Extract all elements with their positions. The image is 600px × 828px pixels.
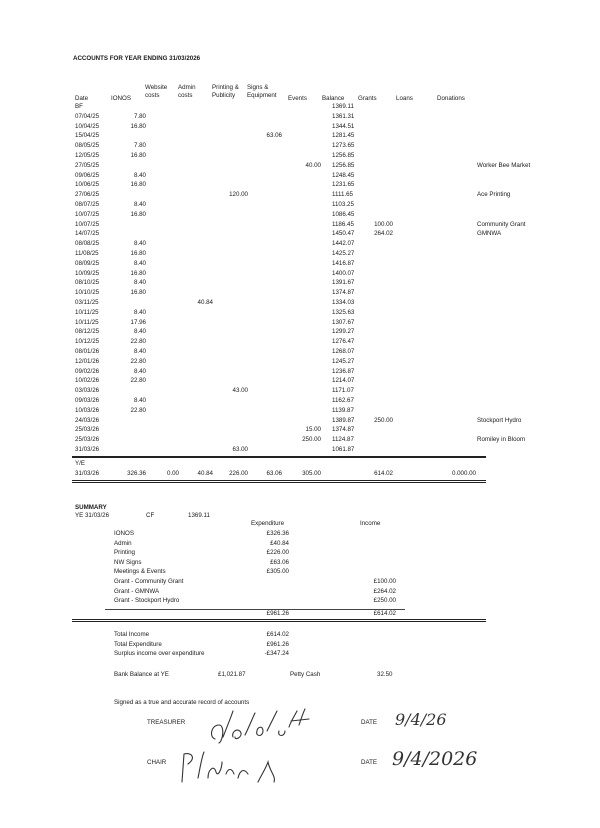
ledger-cell-date: 10/10/25 bbox=[75, 289, 100, 297]
ledger-cell-balance: 1374.87 bbox=[332, 426, 355, 434]
chair-label: CHAIR bbox=[147, 759, 167, 766]
summary-heading: SUMMARY bbox=[75, 504, 107, 511]
ledger-cell-ionos: 22.80 bbox=[130, 338, 146, 346]
ledger-cell-ionos: 16.80 bbox=[130, 181, 146, 189]
ledger-cell-date: 08/01/26 bbox=[75, 348, 100, 355]
ledger-cell-balance: 1124.87 bbox=[332, 436, 354, 444]
summary-double-line-1 bbox=[72, 619, 486, 620]
ledger-cell-ionos: 16.80 bbox=[130, 210, 146, 218]
col-header-admin: Admin costs bbox=[178, 84, 196, 99]
summary-item-label: Meetings & Events bbox=[114, 568, 166, 576]
ledger-cell-ionos: 16.80 bbox=[130, 250, 146, 257]
ledger-cell-date: 10/11/25 bbox=[75, 318, 99, 326]
summary-item-label: Grant - Stockport Hydro bbox=[114, 597, 180, 605]
ledger-cell-balance: 1245.27 bbox=[332, 357, 355, 365]
ledger-cell-balance: 1111.65 bbox=[332, 191, 353, 199]
signoff-statement: Signed as a true and accurate record of accounts bbox=[114, 699, 250, 706]
ledger-cell-date: 10/04/25 bbox=[75, 122, 100, 130]
ledger-cell-date: 24/03/26 bbox=[75, 416, 100, 424]
summary-item-income: £264.02 bbox=[373, 587, 396, 595]
ledger-cell-note: Community Grant bbox=[477, 220, 526, 228]
ledger-cell-ionos: 16.80 bbox=[130, 122, 146, 130]
ledger-cell-ionos: 8.40 bbox=[133, 171, 146, 179]
col-header-printing: Printing & Publicity bbox=[212, 84, 239, 99]
summary-cf-value: 1369.11 bbox=[188, 512, 210, 519]
ledger-cell-ionos: 8.40 bbox=[133, 259, 146, 267]
ledger-cell-ionos: 8.40 bbox=[133, 308, 146, 316]
ledger-cell-date: 09/03/26 bbox=[75, 397, 100, 404]
ledger-cell-ionos: 8.40 bbox=[133, 240, 146, 248]
ledger-cell-balance: 1231.65 bbox=[332, 181, 355, 189]
col-header-ionos: IONOS bbox=[111, 95, 131, 102]
summary-item-label: Grant - Community Grant bbox=[114, 578, 184, 585]
col-header-donations: Donations bbox=[437, 95, 465, 102]
ledger-cell-balance: 1369.11 bbox=[332, 103, 354, 110]
ledger-cell-date: 27/05/25 bbox=[75, 161, 100, 169]
summary-item-income: £250.00 bbox=[373, 597, 396, 605]
ledger-cell-events: 40.00 bbox=[305, 161, 321, 169]
ledger-cell-note: Romiley in Bloom bbox=[477, 436, 526, 444]
ledger-cell-ionos: 16.80 bbox=[130, 152, 146, 159]
ledger-cell-balance: 1299.27 bbox=[332, 328, 355, 336]
ledger-cell-date: 10/11/25 bbox=[75, 308, 99, 316]
ledger-cell-balance: 1236.87 bbox=[332, 367, 355, 375]
ledger-cell-balance: 1186.45 bbox=[332, 220, 354, 228]
income-header: Income bbox=[360, 520, 381, 527]
ledger-cell-balance: 1450.47 bbox=[332, 230, 355, 238]
col-header-website: Website costs bbox=[145, 84, 168, 99]
ledger-cell-date: 03/11/25 bbox=[75, 299, 99, 306]
bank-balance-label: Bank Balance at YE bbox=[114, 671, 169, 678]
ledger-cell-ionos: 8.40 bbox=[133, 367, 146, 375]
total-grants: 614.02 bbox=[374, 470, 393, 477]
chair-date-handwritten: 9/4/2026 bbox=[392, 748, 478, 770]
summary-item-label: NW Signs bbox=[114, 558, 142, 566]
ledger-cell-note: Ace Printing bbox=[477, 191, 511, 199]
ledger-cell-balance: 1374.87 bbox=[332, 289, 355, 297]
ledger-cell-balance: 1361.31 bbox=[332, 112, 355, 120]
ledger-cell-balance: 1276.47 bbox=[332, 338, 355, 346]
col-header-loans: Loans bbox=[396, 95, 413, 102]
total-ionos: 326.36 bbox=[127, 470, 146, 477]
ledger-cell-date: 10/02/26 bbox=[75, 377, 100, 385]
totals-underline bbox=[72, 480, 486, 481]
ledger-cell-balance: 1273.65 bbox=[332, 142, 355, 150]
ledger-cell-ionos: 8.40 bbox=[133, 201, 146, 208]
ledger-cell-ionos: 22.80 bbox=[130, 357, 146, 365]
page-title: ACCOUNTS FOR YEAR ENDING 31/03/2026 bbox=[73, 55, 201, 62]
ledger-cell-balance: 1416.87 bbox=[332, 259, 355, 267]
total-website: 0.00 bbox=[166, 470, 179, 477]
col-header-balance: Balance bbox=[322, 95, 345, 102]
total-loans: 0.00 bbox=[451, 470, 464, 477]
ledger-cell-ionos: 16.80 bbox=[130, 289, 146, 297]
col-header-grants: Grants bbox=[358, 95, 377, 102]
summary-item-expenditure: £40.84 bbox=[270, 539, 289, 547]
ledger-cell-balance: 1389.87 bbox=[332, 416, 355, 424]
total-income: £614.02 bbox=[373, 610, 396, 617]
total-expenditure-value: £961.26 bbox=[266, 641, 289, 648]
summary-item-label: Grant - GMNWA bbox=[114, 587, 160, 595]
ledger-cell-date: 12/05/25 bbox=[75, 152, 100, 159]
ledger-cell-date: 07/04/25 bbox=[75, 112, 100, 120]
surplus-label: Surplus income over expenditure bbox=[114, 650, 205, 657]
summary-cf-label: CF bbox=[146, 512, 155, 519]
ledger-cell-date: 12/01/26 bbox=[75, 357, 100, 365]
ledger-cell-date: 08/09/25 bbox=[75, 259, 100, 267]
total-signs: 63.06 bbox=[266, 470, 282, 477]
ledger-cell-balance: 1334.03 bbox=[332, 299, 355, 306]
ledger-cell-date: 08/10/25 bbox=[75, 279, 100, 287]
ledger-cell-balance: 1344.51 bbox=[332, 122, 355, 130]
ledger-cell-balance: 1256.85 bbox=[332, 161, 355, 169]
col-header-date: Date bbox=[75, 95, 89, 102]
ledger-cell-balance: 1325.63 bbox=[332, 308, 355, 316]
bank-balance-value: £1,021.87 bbox=[218, 671, 246, 678]
ledger-cell-date: 10/12/25 bbox=[75, 338, 100, 346]
col-header-events: Events bbox=[288, 95, 307, 102]
summary-item-expenditure: £63.06 bbox=[270, 558, 289, 566]
ledger-cell-date: 10/07/25 bbox=[75, 210, 100, 218]
ledger-cell-date: 10/06/25 bbox=[75, 181, 100, 189]
ledger-cell-ionos: 22.80 bbox=[130, 406, 146, 414]
totals-date: 31/03/26 bbox=[75, 470, 100, 477]
ledger-cell-date: 10/03/26 bbox=[75, 406, 100, 414]
surplus-value: -£347.24 bbox=[264, 650, 289, 657]
ledger-cell-ionos: 16.80 bbox=[130, 269, 146, 277]
ledger-cell-grants: 100.00 bbox=[374, 220, 393, 228]
col-header-signs: Signs & Equipment bbox=[247, 84, 277, 99]
ledger-cell-date: 11/08/25 bbox=[75, 250, 99, 257]
ledger-cell-date: 15/04/25 bbox=[75, 132, 100, 140]
ledger-cell-date: 08/07/25 bbox=[75, 201, 100, 208]
summary-rule bbox=[105, 609, 405, 610]
ledger-cell-balance: 1400.07 bbox=[332, 269, 355, 277]
summary-item-income: £100.00 bbox=[373, 578, 396, 585]
ledger-cell-date: 27/06/25 bbox=[75, 191, 100, 199]
totals-label: Y/E bbox=[75, 460, 85, 467]
ledger-cell-balance: 1214.07 bbox=[332, 377, 355, 385]
ledger-cell-balance: 1086.45 bbox=[332, 210, 355, 218]
summary-item-expenditure: £226.00 bbox=[266, 549, 289, 557]
ledger-cell-date: 10/09/25 bbox=[75, 269, 100, 277]
treasurer-date-label: DATE bbox=[361, 719, 378, 726]
ledger-cell-balance: 1391.67 bbox=[332, 279, 355, 287]
ledger-cell-balance: 1139.87 bbox=[332, 406, 354, 414]
ledger-cell-date: BF bbox=[75, 103, 83, 110]
totals-divider bbox=[72, 457, 486, 458]
ledger-cell-note: GMNWA bbox=[477, 230, 502, 238]
ledger-cell-ionos: 17.96 bbox=[130, 318, 146, 326]
ledger-cell-grants: 250.00 bbox=[374, 416, 393, 424]
petty-cash-value: 32.50 bbox=[377, 671, 393, 678]
summary-item-label: Printing bbox=[114, 549, 135, 557]
summary-ye-label: YE 31/03/26 bbox=[75, 512, 110, 519]
summary-item-label: IONOS bbox=[114, 530, 134, 537]
ledger-cell-ionos: 22.80 bbox=[130, 377, 146, 385]
ledger-cell-balance: 1103.25 bbox=[332, 201, 354, 208]
total-donations: 0.00 bbox=[463, 470, 476, 477]
ledger-cell-events: 15.00 bbox=[305, 426, 321, 434]
total-expenditure-label: Total Expenditure bbox=[114, 641, 162, 648]
summary-item-label: Admin bbox=[114, 539, 132, 547]
totals-underline-2 bbox=[72, 482, 486, 483]
summary-double-line-2 bbox=[72, 621, 486, 622]
total-income-value: £614.02 bbox=[266, 631, 289, 638]
ledger-cell-admin: 40.84 bbox=[197, 299, 213, 306]
ledger-cell-balance: 1162.67 bbox=[332, 397, 354, 404]
ledger-cell-ionos: 8.40 bbox=[133, 348, 146, 355]
total-events: 305.00 bbox=[302, 470, 321, 477]
ledger-cell-ionos: 8.40 bbox=[133, 279, 146, 287]
ledger-cell-printing: 43.00 bbox=[232, 387, 248, 395]
ledger-cell-balance: 1425.27 bbox=[332, 250, 355, 257]
chair-signature bbox=[178, 748, 288, 790]
ledger-cell-balance: 1442.07 bbox=[332, 240, 355, 248]
ledger-cell-printing: 120.00 bbox=[229, 191, 248, 199]
ledger-cell-date: 09/06/25 bbox=[75, 171, 100, 179]
expenditure-header: Expenditure bbox=[251, 520, 285, 527]
petty-cash-label: Petty Cash bbox=[290, 671, 321, 678]
ledger-cell-date: 14/07/25 bbox=[75, 230, 100, 238]
ledger-cell-date: 03/03/26 bbox=[75, 387, 100, 395]
ledger-cell-date: 10/07/25 bbox=[75, 220, 100, 228]
ledger-cell-ionos: 8.40 bbox=[133, 397, 146, 404]
ledger-cell-ionos: 7.80 bbox=[133, 142, 146, 150]
ledger-cell-note: Worker Bee Market bbox=[477, 161, 531, 169]
ledger-cell-balance: 1061.87 bbox=[332, 446, 355, 453]
ledger-cell-balance: 1281.45 bbox=[332, 132, 355, 140]
summary-item-expenditure: £305.00 bbox=[266, 568, 289, 576]
ledger-cell-date: 25/03/26 bbox=[75, 426, 100, 434]
ledger-cell-date: 09/02/26 bbox=[75, 367, 100, 375]
treasurer-label: TREASURER bbox=[147, 719, 186, 726]
ledger-cell-date: 08/12/25 bbox=[75, 328, 100, 336]
ledger-cell-balance: 1268.07 bbox=[332, 348, 355, 355]
ledger-cell-ionos: 8.40 bbox=[133, 328, 146, 336]
total-income-label: Total Income bbox=[114, 631, 150, 638]
treasurer-signature bbox=[205, 707, 315, 749]
ledger-cell-ionos: 7.80 bbox=[133, 112, 146, 120]
summary-item-expenditure: £326.36 bbox=[266, 530, 289, 537]
ledger-cell-date: 25/03/26 bbox=[75, 436, 100, 444]
ledger-cell-balance: 1248.45 bbox=[332, 171, 355, 179]
ledger-cell-balance: 1256.85 bbox=[332, 152, 355, 159]
ledger-cell-grants: 264.02 bbox=[374, 230, 393, 238]
ledger-cell-balance: 1171.07 bbox=[332, 387, 354, 395]
chair-date-label: DATE bbox=[361, 759, 378, 766]
ledger-cell-date: 31/03/26 bbox=[75, 446, 100, 453]
ledger-cell-printing: 63.00 bbox=[232, 446, 248, 453]
treasurer-date-handwritten: 9/4/26 bbox=[395, 710, 447, 729]
ledger-cell-date: 08/05/25 bbox=[75, 142, 100, 150]
total-expenditure: £961.26 bbox=[266, 610, 289, 617]
total-printing: 226.00 bbox=[229, 470, 248, 477]
ledger-cell-events: 250.00 bbox=[302, 436, 321, 444]
total-admin: 40.84 bbox=[197, 470, 213, 477]
ledger-cell-note: Stockport Hydro bbox=[477, 416, 522, 424]
ledger-cell-balance: 1307.67 bbox=[332, 318, 355, 326]
ledger-cell-date: 08/08/25 bbox=[75, 240, 100, 248]
ledger-cell-signs: 63.06 bbox=[266, 132, 282, 140]
